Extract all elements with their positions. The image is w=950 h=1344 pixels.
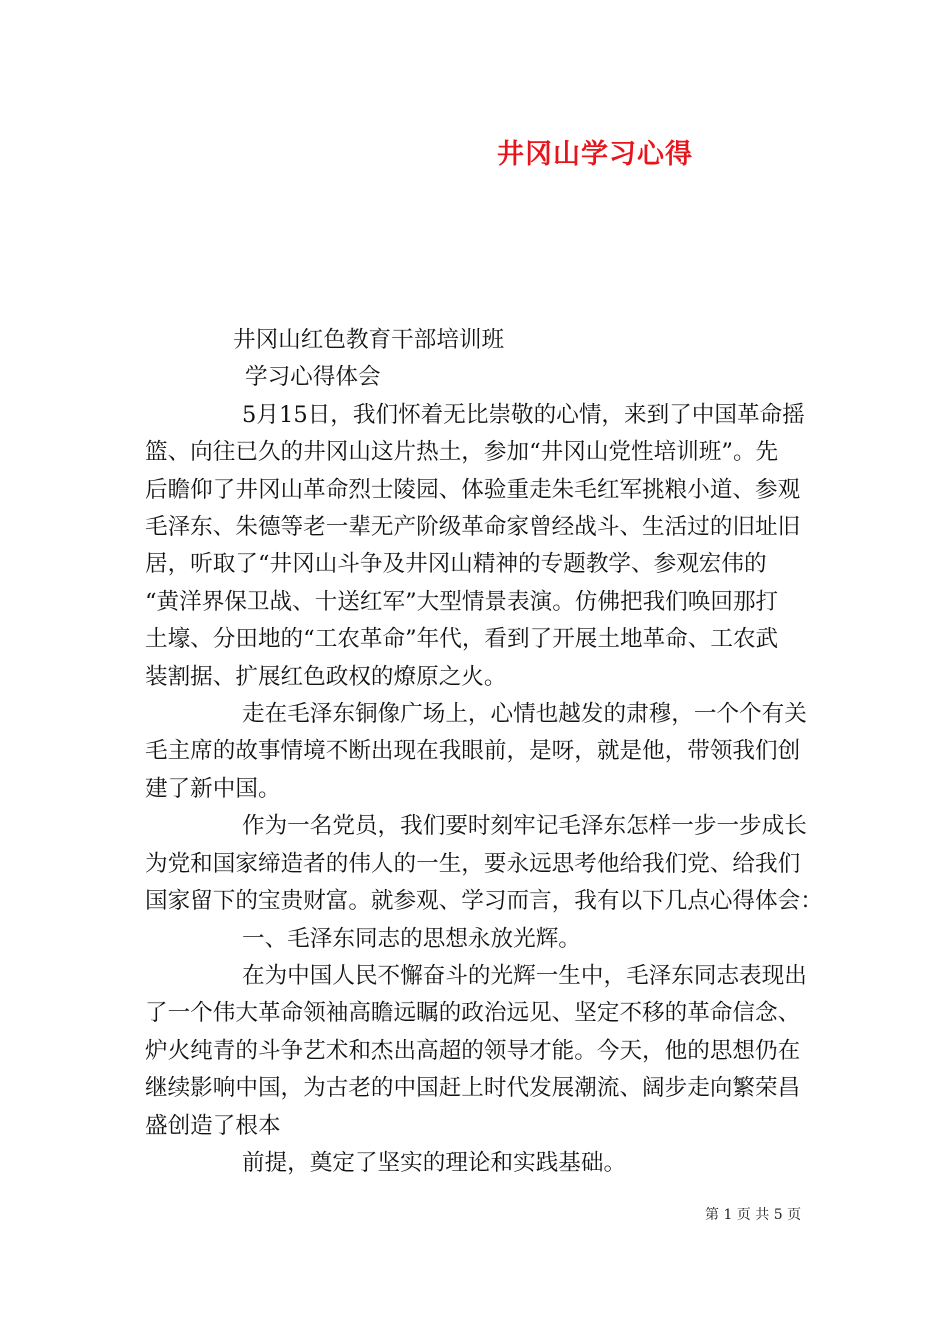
paragraph-line: 居，听取了“井冈山斗争及井冈山精神的专题教学、参观宏伟的 <box>145 551 767 578</box>
paragraph-line: 走在毛泽东铜像广场上，心情也越发的肃穆，一个个有关 <box>242 701 807 728</box>
paragraph-line: 后瞻仰了井冈山革命烈士陵园、体验重走朱毛红军挑粮小道、参观 <box>145 476 801 503</box>
paragraph-line: 土壕、分田地的“工农革命”年代，看到了开展土地革命、工农武 <box>145 626 779 653</box>
paragraph-line: 5月15日，我们怀着无比崇敬的心情，来到了中国革命摇 <box>242 401 805 428</box>
paragraph-line: 装割据、扩展红色政权的燎原之火。 <box>145 663 507 690</box>
paragraph-line: 作为一名党员，我们要时刻牢记毛泽东怎样一步一步成长 <box>242 813 807 840</box>
paragraph-statue-square <box>145 696 807 808</box>
paragraph-line: 毛泽东、朱德等老一辈无产阶级革命家曾经战斗、生活过的旧址旧 <box>145 514 801 541</box>
paragraph-party-member <box>145 808 823 920</box>
section-heading-line: 一、毛泽东同志的思想永放光辉。 <box>242 925 581 952</box>
paragraph-foundation <box>145 1145 807 1182</box>
paragraph-line: 盛创造了根本 <box>145 1112 281 1139</box>
paragraph-line: 建了新中国。 <box>145 775 281 802</box>
paragraph-mao-thought <box>145 958 807 1145</box>
paragraph-arrival <box>145 397 807 696</box>
paragraph-line: “黄洋界保卫战、十送红军”大型情景表演。仿佛把我们唤回那打 <box>145 588 779 615</box>
page-number-footer: 第 1 页 共 5 页 <box>705 1207 802 1223</box>
heading-line-study-notes: 学习心得体会 <box>245 364 381 391</box>
paragraph-line: 国家留下的宝贵财富。就参观、学习而言，我有以下几点心得体会： <box>145 888 823 915</box>
paragraph-line: 篮、向往已久的井冈山这片热土，参加“井冈山党性培训班”。先 <box>145 439 779 466</box>
paragraph-line: 前提，奠定了坚实的理论和实践基础。 <box>242 1149 627 1176</box>
paragraph-line: 继续影响中国，为古老的中国赶上时代发展潮流、阔步走向繁荣昌 <box>145 1075 801 1102</box>
paragraph-line: 为党和国家缔造者的伟人的一生，要永远思考他给我们党、给我们 <box>145 850 801 877</box>
document-body <box>145 322 823 1182</box>
section-heading-one <box>145 921 807 958</box>
paragraph-line: 在为中国人民不懈奋斗的光辉一生中，毛泽东同志表现出 <box>242 962 807 989</box>
paragraph-line: 了一个伟大革命领袖高瞻远瞩的政治远见、坚定不移的革命信念、 <box>145 1000 801 1027</box>
paragraph-line: 毛主席的故事情境不断出现在我眼前，是呀，就是他，带领我们创 <box>145 738 801 765</box>
paragraph-line: 炉火纯青的斗争艺术和杰出高超的领导才能。今天，他的思想仍在 <box>145 1037 801 1064</box>
heading-line-training-class: 井冈山红色教育干部培训班 <box>233 327 505 353</box>
document-title: 井冈山学习心得 <box>497 139 693 170</box>
